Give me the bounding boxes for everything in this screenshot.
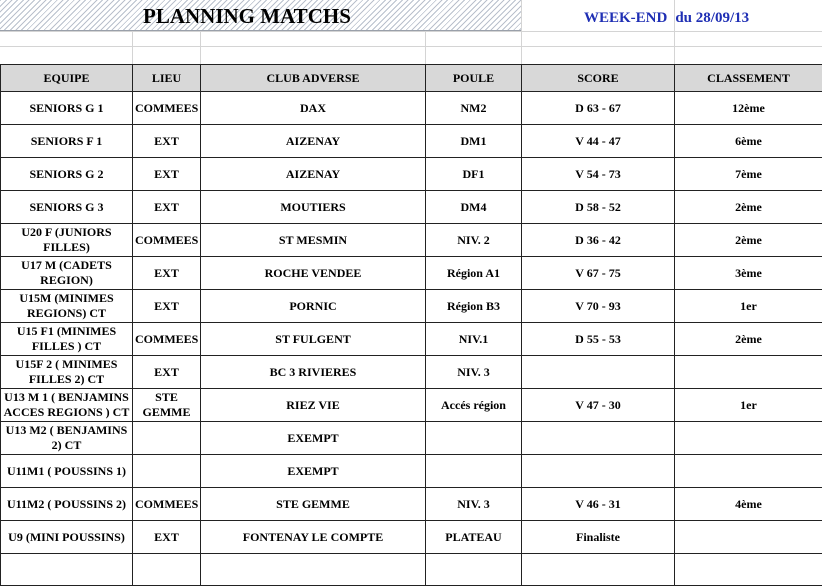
- cell-club[interactable]: ROCHE VENDEE: [201, 257, 426, 290]
- cell-poule[interactable]: Accés région: [426, 389, 522, 422]
- cell-poule[interactable]: NIV. 2: [426, 224, 522, 257]
- cell-club[interactable]: EXEMPT: [201, 422, 426, 455]
- cell-score[interactable]: D 63 - 67: [522, 92, 675, 125]
- cell-equipe[interactable]: U15 F1 (MINIMES FILLES ) CT: [1, 323, 133, 356]
- table-row: [1, 455, 822, 488]
- cell-empty[interactable]: [1, 554, 133, 586]
- cell-club[interactable]: ST FULGENT: [201, 323, 426, 356]
- cell-classement[interactable]: 2ème: [675, 224, 822, 257]
- cell-lieu[interactable]: EXT: [133, 521, 201, 554]
- table-row: [1, 422, 822, 455]
- cell-lieu[interactable]: COMMEES: [133, 92, 201, 125]
- cell-score[interactable]: V 46 - 31: [522, 488, 675, 521]
- cell-score[interactable]: V 67 - 75: [522, 257, 675, 290]
- grid-line: [521, 0, 522, 64]
- cell-empty[interactable]: [133, 554, 201, 586]
- cell-lieu[interactable]: COMMEES: [133, 488, 201, 521]
- cell-club[interactable]: PORNIC: [201, 290, 426, 323]
- table-header-row: [1, 65, 822, 92]
- cell-lieu[interactable]: EXT: [133, 191, 201, 224]
- cell-lieu[interactable]: [133, 422, 201, 455]
- weekend-label: [584, 8, 749, 28]
- table-row: [1, 257, 822, 290]
- cell-club[interactable]: DAX: [201, 92, 426, 125]
- cell-empty[interactable]: [675, 554, 822, 586]
- cell-equipe[interactable]: U9 (MINI POUSSINS): [1, 521, 133, 554]
- cell-classement[interactable]: [675, 422, 822, 455]
- cell-lieu[interactable]: EXT: [133, 125, 201, 158]
- cell-poule[interactable]: DM4: [426, 191, 522, 224]
- cell-poule[interactable]: Région A1: [426, 257, 522, 290]
- cell-poule[interactable]: DF1: [426, 158, 522, 191]
- column-header-poule[interactable]: POULE: [426, 65, 522, 92]
- cell-poule[interactable]: NIV. 3: [426, 488, 522, 521]
- cell-poule[interactable]: [426, 455, 522, 488]
- cell-poule[interactable]: [426, 422, 522, 455]
- column-header-score[interactable]: SCORE: [522, 65, 675, 92]
- page-title: PLANNING MATCHS: [143, 4, 351, 28]
- cell-classement[interactable]: [675, 356, 822, 389]
- cell-club[interactable]: MOUTIERS: [201, 191, 426, 224]
- table-row: [1, 323, 822, 356]
- grid-line: [0, 46, 822, 47]
- table-row: [1, 92, 822, 125]
- table-body: [1, 92, 822, 586]
- cell-lieu[interactable]: STE GEMME: [133, 389, 201, 422]
- weekend-text: WEEK-END: [584, 10, 668, 26]
- cell-club[interactable]: ST MESMIN: [201, 224, 426, 257]
- cell-equipe[interactable]: SENIORS G 1: [1, 92, 133, 125]
- cell-lieu[interactable]: EXT: [133, 158, 201, 191]
- cell-club[interactable]: AIZENAY: [201, 125, 426, 158]
- cell-score[interactable]: [522, 422, 675, 455]
- table-row: [1, 521, 822, 554]
- column-header-lieu[interactable]: LIEU: [133, 65, 201, 92]
- cell-score[interactable]: V 47 - 30: [522, 389, 675, 422]
- grid-line: [0, 31, 822, 32]
- cell-classement[interactable]: 7ème: [675, 158, 822, 191]
- cell-poule[interactable]: PLATEAU: [426, 521, 522, 554]
- cell-club[interactable]: RIEZ VIE: [201, 389, 426, 422]
- cell-equipe[interactable]: U15F 2 ( MINIMES FILLES 2) CT: [1, 356, 133, 389]
- matches-table: [0, 64, 822, 586]
- table-row: [1, 389, 822, 422]
- cell-empty[interactable]: [201, 554, 426, 586]
- cell-lieu[interactable]: EXT: [133, 257, 201, 290]
- cell-lieu[interactable]: COMMEES: [133, 224, 201, 257]
- cell-classement[interactable]: 4ème: [675, 488, 822, 521]
- cell-classement[interactable]: 2ème: [675, 323, 822, 356]
- cell-equipe[interactable]: U13 M2 ( BENJAMINS 2) CT: [1, 422, 133, 455]
- cell-poule[interactable]: NIV. 3: [426, 356, 522, 389]
- cell-empty[interactable]: [426, 554, 522, 586]
- cell-poule[interactable]: NIV.1: [426, 323, 522, 356]
- weekend-date: du 28/09/13: [675, 10, 750, 26]
- cell-score[interactable]: Finaliste: [522, 521, 675, 554]
- cell-equipe[interactable]: SENIORS G 3: [1, 191, 133, 224]
- cell-classement[interactable]: 2ème: [675, 191, 822, 224]
- column-header-club-adverse[interactable]: CLUB ADVERSE: [201, 65, 426, 92]
- cell-score[interactable]: V 44 - 47: [522, 125, 675, 158]
- cell-classement[interactable]: 1er: [675, 290, 822, 323]
- cell-score[interactable]: D 58 - 52: [522, 191, 675, 224]
- cell-empty[interactable]: [522, 554, 675, 586]
- cell-classement[interactable]: 6ème: [675, 125, 822, 158]
- table-row: [1, 356, 822, 389]
- cell-score[interactable]: V 70 - 93: [522, 290, 675, 323]
- cell-club[interactable]: FONTENAY LE COMPTE: [201, 521, 426, 554]
- cell-score[interactable]: D 55 - 53: [522, 323, 675, 356]
- table-row: [1, 224, 822, 257]
- cell-club[interactable]: AIZENAY: [201, 158, 426, 191]
- column-header-equipe[interactable]: EQUIPE: [1, 65, 133, 92]
- cell-equipe[interactable]: U17 M (CADETS REGION): [1, 257, 133, 290]
- column-header-classement[interactable]: CLASSEMENT: [675, 65, 822, 92]
- cell-score[interactable]: [522, 356, 675, 389]
- cell-lieu[interactable]: COMMEES: [133, 323, 201, 356]
- cell-club[interactable]: BC 3 RIVIERES: [201, 356, 426, 389]
- table-row: [1, 191, 822, 224]
- cell-poule[interactable]: NM2: [426, 92, 522, 125]
- table-row: [1, 290, 822, 323]
- cell-club[interactable]: EXEMPT: [201, 455, 426, 488]
- cell-equipe[interactable]: U15M (MINIMES REGIONS) CT: [1, 290, 133, 323]
- cell-equipe[interactable]: U11M1 ( POUSSINS 1): [1, 455, 133, 488]
- cell-classement[interactable]: 3ème: [675, 257, 822, 290]
- table-row: [1, 158, 822, 191]
- table-row-empty: [1, 554, 822, 586]
- cell-poule[interactable]: Région B3: [426, 290, 522, 323]
- cell-lieu[interactable]: [133, 455, 201, 488]
- cell-score[interactable]: V 54 - 73: [522, 158, 675, 191]
- cell-club[interactable]: STE GEMME: [201, 488, 426, 521]
- cell-score[interactable]: [522, 455, 675, 488]
- cell-classement[interactable]: 1er: [675, 389, 822, 422]
- cell-score[interactable]: D 36 - 42: [522, 224, 675, 257]
- cell-poule[interactable]: DM1: [426, 125, 522, 158]
- cell-classement[interactable]: [675, 455, 822, 488]
- cell-equipe[interactable]: U13 M 1 ( BENJAMINS ACCES REGIONS ) CT: [1, 389, 133, 422]
- cell-equipe[interactable]: U20 F (JUNIORS FILLES): [1, 224, 133, 257]
- cell-lieu[interactable]: EXT: [133, 356, 201, 389]
- table-row: [1, 488, 822, 521]
- cell-equipe[interactable]: SENIORS F 1: [1, 125, 133, 158]
- cell-equipe[interactable]: U11M2 ( POUSSINS 2): [1, 488, 133, 521]
- cell-classement[interactable]: 12ème: [675, 92, 822, 125]
- table-row: [1, 125, 822, 158]
- cell-equipe[interactable]: SENIORS G 2: [1, 158, 133, 191]
- cell-lieu[interactable]: EXT: [133, 290, 201, 323]
- cell-classement[interactable]: [675, 521, 822, 554]
